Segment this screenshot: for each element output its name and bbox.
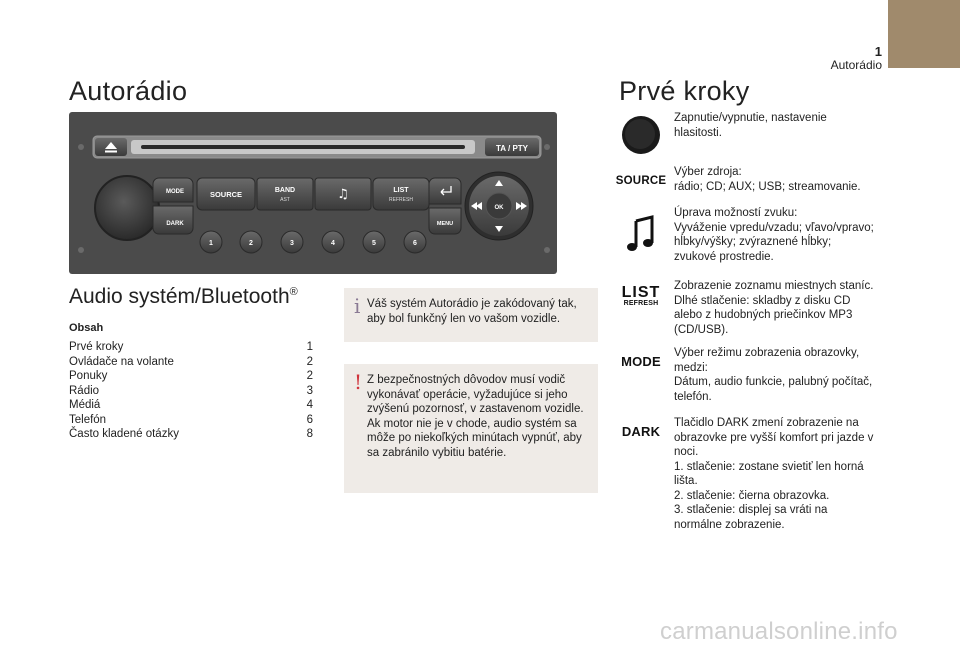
svg-text:DARK: DARK	[166, 221, 184, 227]
svg-text:OK: OK	[494, 205, 504, 211]
preset-buttons	[200, 231, 426, 253]
svg-text:REFRESH: REFRESH	[389, 197, 413, 203]
svg-text:LIST: LIST	[393, 187, 409, 194]
ta-pty-label: TA / PTY	[496, 144, 528, 153]
toc-row[interactable]: Ponuky 2	[69, 370, 313, 382]
corner-tab	[888, 0, 960, 68]
svg-text:5: 5	[372, 240, 376, 247]
radio-panel-illustration	[69, 112, 557, 274]
music-note-button-icon: ♫	[337, 187, 349, 202]
watermark: carmanualsonline.info	[660, 618, 898, 645]
source-label-icon: SOURCE	[615, 175, 667, 187]
svg-text:1: 1	[209, 240, 213, 247]
svg-text:SOURCE: SOURCE	[209, 190, 243, 199]
power-volume-knob-icon	[618, 113, 664, 157]
toc-row[interactable]: Telefón 6	[69, 413, 313, 426]
volume-knob	[95, 176, 159, 240]
toc-row[interactable]: Rádio 3	[69, 384, 313, 397]
music-note-icon	[618, 212, 664, 254]
svg-text:MODE: MODE	[166, 189, 184, 195]
mode-label-icon: MODE	[621, 353, 661, 369]
svg-text:AST: AST	[280, 197, 290, 203]
warning-note	[344, 364, 598, 493]
section-title: Prvé kroky	[619, 76, 750, 106]
page-number: 1	[874, 44, 882, 59]
svg-text:MENU: MENU	[436, 221, 454, 227]
page-title: Autorádio	[69, 76, 188, 106]
warning-icon: !	[354, 370, 363, 394]
dark-label-icon: DARK	[621, 423, 661, 439]
radio-panel-svg	[69, 112, 557, 274]
toc-title: Obsah	[69, 322, 104, 334]
svg-text:4: 4	[331, 240, 335, 247]
table-of-contents	[69, 340, 313, 442]
list-refresh-label-icon: LIST REFRESH	[621, 283, 661, 307]
toc-row[interactable]: Ovládače na volante 2	[69, 355, 313, 368]
info-icon: i	[354, 294, 361, 318]
toc-row[interactable]: Prvé kroky 1	[69, 341, 313, 353]
info-note-text: Váš systém Autorádio je zakódovaný tak, aby bol funkčný len vo vašom vozidle.	[367, 298, 577, 325]
warning-note-text: Z bezpečnostných dôvodov musí vodič vykonávať operácie, vyžadujúce si jeho zvýšenú pozornosť, v zastavenom vozidle. Ak motor nie je v chode, audio systém sa môže po niekoľkých minútach vypnúť, aby sa zabránilo vybitiu batérie.	[367, 374, 584, 459]
toc-row[interactable]: Často kladené otázky 8	[69, 428, 313, 440]
section-subtitle: Audio systém/Bluetooth®	[69, 285, 298, 308]
svg-text:6: 6	[413, 240, 417, 247]
svg-text:BAND: BAND	[274, 187, 296, 194]
toc-row[interactable]: Médiá 4	[69, 399, 313, 411]
svg-text:3: 3	[290, 240, 294, 247]
page-section-title: Autorádio	[830, 58, 882, 72]
svg-text:2: 2	[249, 240, 253, 247]
info-note	[344, 288, 598, 342]
